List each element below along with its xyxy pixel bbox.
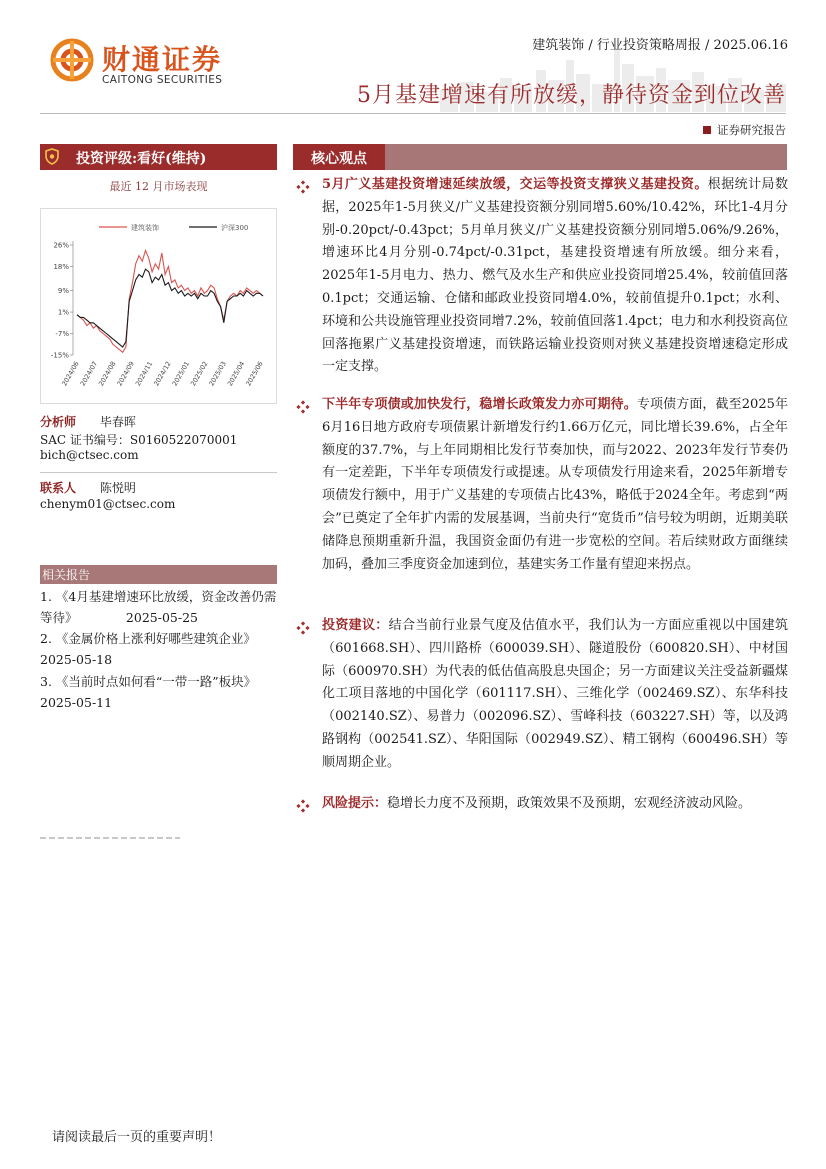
rating-bar [40,144,277,170]
company-logo [50,38,250,90]
diamond-bullet-icon [296,621,310,635]
logo-mark-icon [50,38,94,82]
paragraph-infrastructure [322,174,788,379]
footer-disclaimer: 请阅读最后一页的重要声明！ [52,1130,222,1145]
legend-label: 沪深300 [221,224,249,232]
paragraph-body: 根据统计局数据，2025年1-5月狭义/广义基建投资额分别同增5.60%/10.42%，环比1-4月分别-0.20pct/-0.43pct；5月单月狭义/广义基建投资额分别同增5.06%/9.26%，增速环比4月分别-0.74pct/-0.31pct，基建投资增速有所放缓。细分来看，2025年1-5月电力、热力、燃气及水生产和供应业投资同增25.4%，较前值回落0.1pct；交通运输、仓储和邮政业投资同增4.0%，较前值提升0.1pct；水利、环境和公共设施管理业投资同增7.2%，较前值回落1.4pct；电力和水利投资高位回落拖累广义基建投资增速，而铁路运输业投资则对狭义基建投资增速稳定形成一定支撑。 [322,177,788,375]
y-tick-label: 18% [53,262,69,271]
x-tick-label: 2025/06 [244,360,265,388]
related-report-date: 2025-05-25 [125,610,198,625]
logo-name-cn: 财通证券 [102,43,223,76]
analyst-row [40,413,136,430]
performance-title: 最近 12 月市场表现 [109,180,208,193]
x-tick-label: 2024/12 [152,360,173,388]
header-divider [40,113,786,114]
x-tick-label: 2025/01 [170,360,192,388]
diamond-bullet-icon [296,799,310,813]
core-view-title: 核心观点 [293,144,385,170]
x-tick-label: 2024/06 [60,360,81,388]
x-tick-label: 2024/08 [97,360,118,388]
paragraph-headline: 5月广义基建投资增速延续放缓，交运等投资支撑狭义基建投资。 [322,177,708,192]
y-tick-label: -15% [50,351,69,360]
analyst-label: 分析师 [40,415,77,429]
related-report-title: 1. 《4月基建增速环比放缓，资金改善仍需等待》 [40,589,277,625]
contact-label: 联系人 [40,481,77,495]
breadcrumb: 建筑装饰 / 行业投资策略周报 / 2025.06.16 [532,38,788,53]
diamond-bullet-icon [296,400,310,414]
core-view-bar [293,144,787,170]
logo-name-en: CAITONG SECURITIES [102,74,223,86]
paragraph-headline: 下半年专项债或加快发行，稳增长政策发力亦可期待。 [322,397,637,412]
x-tick-label: 2024/09 [115,360,136,388]
rating-label: 投资评级:看好(维持) [76,151,207,167]
y-tick-label: 9% [57,287,69,296]
y-tick-label: 1% [57,308,69,317]
paragraph-headline: 投资建议： [322,618,389,633]
x-tick-label: 2024/11 [133,360,155,388]
footer-dash-decoration [40,836,180,840]
y-tick-label: -7% [55,330,69,339]
sidebar-divider [40,472,277,473]
x-tick-label: 2025/03 [207,360,228,388]
page-title: 5月基建增速有所放缓，静待资金到位改善 [357,83,786,108]
related-report-1[interactable] [40,586,280,628]
y-tick-label: 26% [53,241,69,250]
related-reports-title: 相关报告 [40,565,277,584]
related-report-3[interactable] [40,671,280,713]
analyst-sac: SAC 证书编号：S0160522070001 [40,433,238,447]
legend-label: 建筑装饰 [131,224,159,232]
paragraph-body: 专项债方面，截至2025年6月16日地方政府专项债累计新增发行约1.66万亿元，同比增长39.6%，占全年额度的37.7%，与上年同期相比发行节奏加快，而与2022、2023年发行节奏仍有一定差距，下半年专项债发行或提速。从专项债发行用途来看，2025年新增专项债发行额中，用于广义基建的专项债占比43%，略低于2024全年。考虑到“两会”已奠定了全年扩内需的发展基调，当前央行“宽货币”信号较为明朗，近期美联储降息预期重新升温，我国资金面仍有进一步宽松的空间。若后续财政方面继续加码，叠加三季度资金加速到位，基建实务工作量有望迎来拐点。 [322,397,788,572]
x-tick-label: 2025/02 [189,360,210,388]
square-icon [703,126,711,134]
report-type [703,122,786,138]
x-tick-label: 2024/07 [78,360,100,388]
shield-icon [44,148,60,165]
paragraph-body: 结合当前行业景气度及估值水平，我们认为一方面应重视以中国建筑（601668.SH）、四川路桥（600039.SH）、隧道股份（600820.SH）、中材国际（600970.SH）为代表的低估值高股息央国企；另一方面建议关注受益新疆煤化工项目落地的中国化学（601117.SH）、三维化学（002469.SZ）、东华科技（002140.SZ）、易普力（002096.SZ）、雪峰科技（603227.SH）等，以及鸿路钢构（002541.SZ）、华阳国际（002949.SZ）、精工钢构（600496.SH）等顺周期企业。 [322,618,788,770]
paragraph-headline: 风险提示： [322,796,388,811]
paragraph-investment-advice [322,615,788,775]
performance-chart [40,208,277,404]
paragraph-body: 稳增长力度不及预期，政策效果不及预期，宏观经济波动风险。 [387,796,752,811]
related-report-date: 2025-05-18 [40,652,113,667]
paragraph-risk [322,793,788,816]
analyst-email[interactable]: bich@ctsec.com [40,448,139,462]
related-report-date: 2025-05-11 [40,695,113,710]
diamond-bullet-icon [296,180,310,194]
x-tick-label: 2025/04 [225,360,247,388]
report-type-label: 证券研究报告 [717,123,786,137]
contact-name: 陈悦明 [99,481,136,495]
related-report-2[interactable] [40,628,280,670]
related-report-title: 3. 《当前时点如何看“一带一路”板块》 [40,674,257,689]
paragraph-special-bonds [322,394,788,576]
series-line [77,250,263,352]
analyst-name: 毕春晖 [99,415,136,429]
contact-row [40,479,136,496]
related-report-title: 2. 《金属价格上涨利好哪些建筑企业》 [40,631,256,646]
performance-chart-svg [41,209,276,403]
contact-email[interactable]: chenym01@ctsec.com [40,497,176,511]
